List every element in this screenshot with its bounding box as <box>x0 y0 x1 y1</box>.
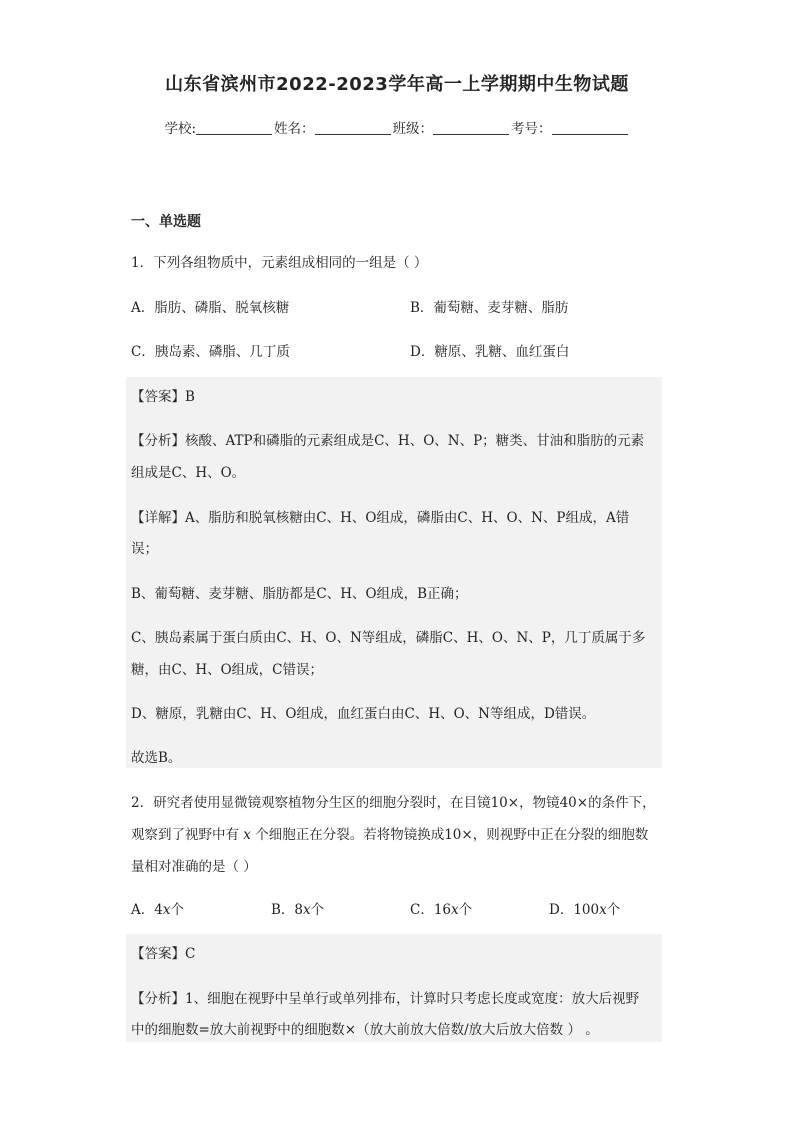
name-blank <box>315 120 391 135</box>
q2-option-c <box>410 898 472 918</box>
class-blank <box>433 120 509 135</box>
q2-option-a-num: A．4 <box>131 902 163 918</box>
q1-analysis-line1: 【分析】核酸、ATP和磷脂的元素组成是C、H、O、N、P；糖类、甘油和脂肪的元素 <box>131 433 645 449</box>
q2-option-d-num: D．100 <box>549 902 600 918</box>
school-blank <box>196 120 272 135</box>
q2-option-d-unit: 个 <box>606 902 621 918</box>
number-label: 考号： <box>511 121 552 137</box>
q2-option-b-num: B．8 <box>271 902 304 918</box>
class-label: 班级： <box>392 121 434 137</box>
q1-option-b: B．葡萄糖、麦芽糖、脂肪 <box>410 300 569 316</box>
q2-option-d <box>549 898 620 918</box>
page-title: 山东省滨州市2022-2023学年高一上学期期中生物试题 <box>165 74 629 95</box>
name-label: 姓名： <box>274 121 315 137</box>
q2-option-c-unit: 个 <box>458 902 473 918</box>
q1-stem: 1．下列各组物质中，元素组成相同的一组是（ ） <box>131 255 428 271</box>
school-label: 学校: <box>164 121 197 137</box>
q1-option-d: D．糖原、乳糖、血红蛋白 <box>410 344 570 360</box>
q2-option-c-var: x <box>451 902 459 918</box>
q1-analysis-line2: 组成是C、H、O。 <box>131 465 246 481</box>
q2-stem-line2-a: 观察到了视野中有 <box>131 827 244 843</box>
q2-option-d-var: x <box>599 902 607 918</box>
student-info-line <box>0 117 794 137</box>
q2-variable-x: x <box>243 827 251 843</box>
q2-stem-line2-b: 个细胞正在分裂。若将物镜换成10×，则视野中正在分裂的细胞数 <box>250 827 649 843</box>
q2-answer: 【答案】C <box>131 946 196 962</box>
q1-detail-line2: 误； <box>131 541 158 557</box>
q2-analysis-line1: 【分析】1、细胞在视野中呈单行或单列排布，计算时只考虑长度或宽度：放大后视野 <box>131 991 640 1007</box>
q1-detail-c-line1: C、胰岛素属于蛋白质由C、H、O、N等组成，磷脂C、H、O、N、P，几丁质属于多 <box>131 630 646 646</box>
q1-detail-b: B、葡萄糖、麦芽糖、脂肪都是C、H、O组成，B正确； <box>131 586 468 602</box>
q1-detail-line1: 【详解】A、脂肪和脱氧核糖由C、H、O组成，磷脂由C、H、O、N、P组成，A错 <box>131 510 630 526</box>
q2-stem-line2 <box>131 823 648 843</box>
q1-detail-c-line2: 糖，由C、H、O组成，C错误； <box>131 662 323 678</box>
q1-option-a: A．脂肪、磷脂、脱氧核糖 <box>131 300 290 316</box>
q2-option-a-var: x <box>162 902 171 918</box>
section-heading: 一、单选题 <box>131 214 201 230</box>
number-blank <box>552 120 628 135</box>
q2-stem-line1: 2．研究者使用显微镜观察植物分生区的细胞分裂时，在目镜10×，物镜40×的条件下， <box>131 795 656 811</box>
q2-option-a <box>131 898 184 918</box>
q2-option-c-num: C．16 <box>410 902 452 918</box>
q2-option-b <box>271 898 324 918</box>
q1-option-c: C．胰岛素、磷脂、几丁质 <box>131 344 290 360</box>
q1-conclusion: 故选B。 <box>131 750 182 766</box>
q1-answer: 【答案】B <box>131 389 195 405</box>
q2-option-a-unit: 个 <box>170 902 184 918</box>
q2-stem-line3: 量相对准确的是（ ） <box>131 859 257 875</box>
q2-analysis-line2: 中的细胞数=放大前视野中的细胞数×（放大前放大倍数/放大后放大倍数 ） 。 <box>131 1022 599 1038</box>
q2-option-b-var: x <box>303 902 311 918</box>
q1-detail-d: D、糖原，乳糖由C、H、O组成，血红蛋白由C、H、O、N等组成，D错误。 <box>131 706 596 722</box>
q2-option-b-unit: 个 <box>310 902 325 918</box>
